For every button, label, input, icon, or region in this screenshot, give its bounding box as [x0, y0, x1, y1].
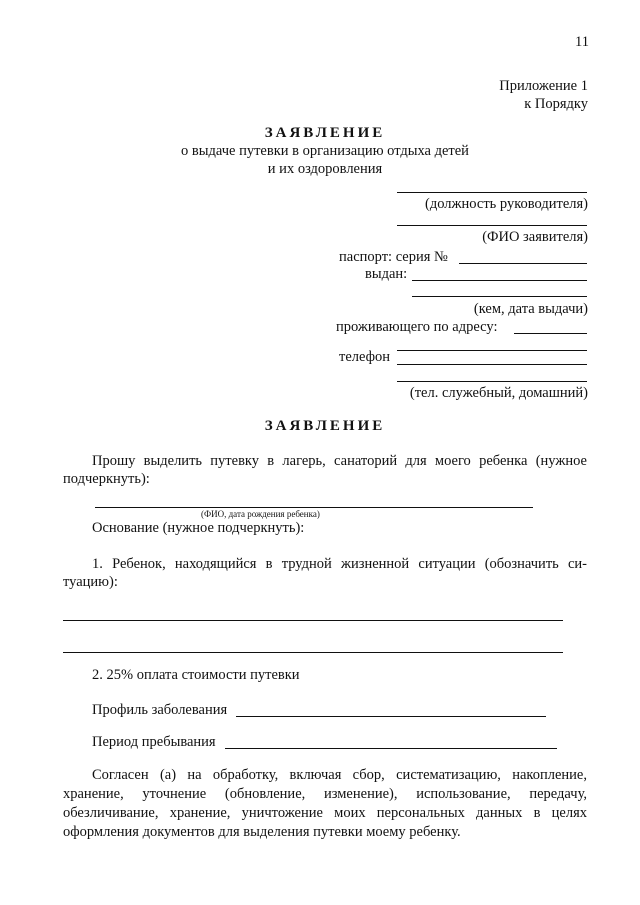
situation-field-2[interactable]: [63, 652, 563, 653]
child-name-field[interactable]: [95, 507, 533, 508]
stay-period-field[interactable]: [225, 748, 557, 749]
item1-text-1: 1. Ребенок, находящийся в трудной жизненной ситуации (обозначить си-: [92, 556, 587, 572]
phone-caption: (тел. служебный, домашний): [409, 385, 588, 401]
phone-field-2[interactable]: [397, 381, 587, 382]
issued-field[interactable]: [412, 280, 587, 281]
disease-profile-label: Профиль заболевания: [92, 702, 228, 718]
issued-caption: (кем, дата выдачи): [473, 301, 588, 317]
basis-label: Основание (нужное подчеркнуть):: [92, 520, 305, 536]
item1-text-2: туацию):: [63, 574, 118, 590]
appendix-line-2: к Порядку: [524, 96, 588, 112]
address-label: проживающего по адресу:: [336, 319, 498, 335]
passport-label: паспорт: серия №: [339, 249, 448, 265]
page-number: 11: [575, 34, 589, 50]
document-subtitle-2: и их оздоровления: [267, 161, 383, 177]
situation-field-1[interactable]: [63, 620, 563, 621]
head-position-line[interactable]: [397, 192, 587, 193]
phone-field[interactable]: [397, 364, 587, 365]
applicant-name-line[interactable]: [397, 225, 587, 226]
document-title: ЗАЯВЛЕНИЕ: [264, 125, 386, 141]
applicant-name-caption: (ФИО заявителя): [482, 229, 588, 245]
address-field[interactable]: [514, 333, 587, 334]
issued-label: выдан:: [365, 266, 408, 282]
issued-field-2[interactable]: [412, 296, 587, 297]
request-text-1: Прошу выделить путевку в лагерь, санаторий для моего ребенка (нужное: [92, 453, 587, 469]
stay-period-label: Период пребывания: [92, 734, 216, 750]
document-subtitle-1: о выдаче путевки в организацию отдыха детей: [181, 143, 469, 159]
item2-text: 2. 25% оплата стоимости путевки: [92, 667, 300, 683]
head-position-caption: (должность руководителя): [425, 196, 588, 212]
appendix-line-1: Приложение 1: [499, 78, 588, 94]
address-field-2[interactable]: [397, 350, 587, 351]
phone-label: телефон: [339, 349, 391, 365]
passport-field[interactable]: [459, 263, 587, 264]
consent-text: Согласен (а) на обработку, включая сбор, систематизацию, накопление, хранение, уточнение (обновление, изменение), использование, передачу, обезличивание, хранение, уничтожение моих персональных данных в целях оформления документов для выделения путевки моему ребенку.: [63, 767, 587, 840]
disease-profile-field[interactable]: [236, 716, 546, 717]
request-text-2: подчеркнуть):: [63, 471, 150, 487]
statement-title: ЗАЯВЛЕНИЕ: [264, 418, 386, 434]
child-name-caption: (ФИО, дата рождения ребенка): [201, 509, 320, 519]
